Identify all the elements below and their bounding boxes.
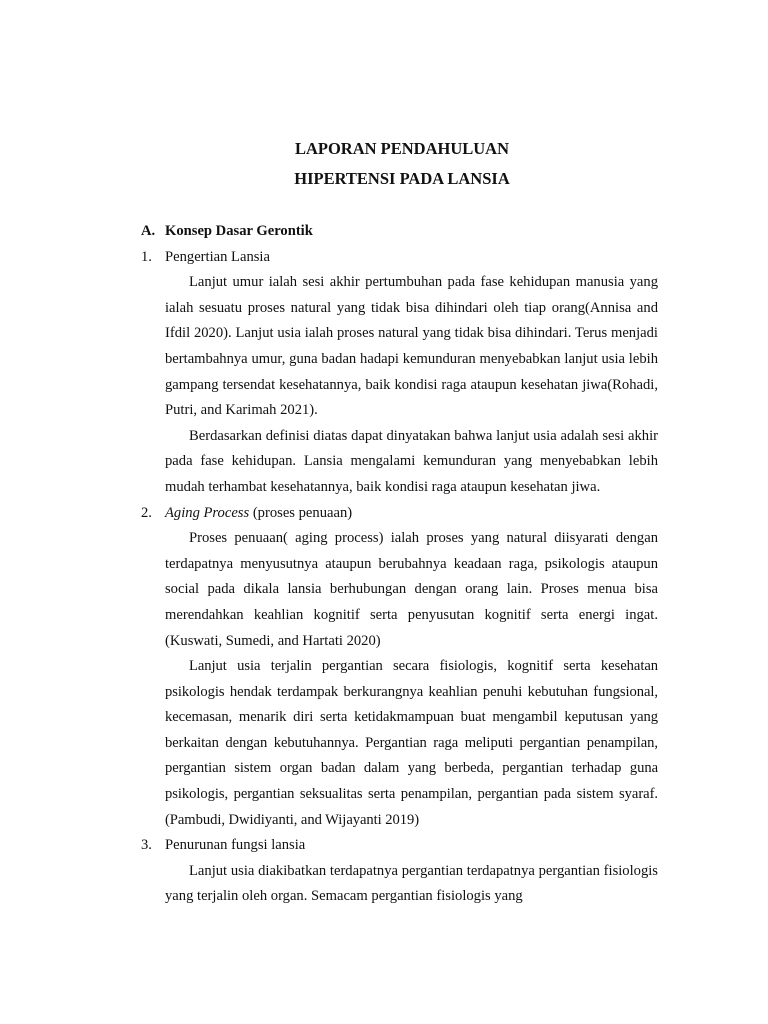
- paragraph: Proses penuaan( aging process) ialah proses yang natural diisyarati dengan terdapatnya menyusutnya ataupun berubahnya keadaan raga, psikologis ataupun social pada dikala lansia berhubungan dengan orang lain. Proses menua bisa merendahkan keahlian kognitif serta penyusutan kognitif serta energi ingat.(Kuswati, Sumedi, and Hartati 2020): [165, 530, 658, 649]
- item-marker: 3.: [141, 837, 152, 854]
- item-heading-text: Pengertian Lansia: [165, 248, 270, 265]
- item-heading-1: [141, 245, 658, 271]
- section-marker: A.: [141, 223, 156, 239]
- document-title-line-2: HIPERTENSI PADA LANSIA: [294, 169, 510, 188]
- document-body: [141, 219, 658, 910]
- paragraph: Lanjut umur ialah sesi akhir pertumbuhan pada fase kehidupan manusia yang ialah sesuatu proses natural yang tidak bisa dihindari oleh tiap orang(Annisa and Ifdil 2020). Lanjut usia ialah proses natural yang tidak bisa dihindari. Terus menjadi bertambahnya umur, guna badan hadapi kemunduran menyebabkan lanjut usia lebih gampang tersendat kesehatannya, baik kondisi raga ataupun kesehatan jiwa(Rohadi, Putri, and Karimah 2021).: [165, 274, 658, 419]
- item-heading-rest: (proses penuaan): [249, 504, 353, 521]
- item-heading-text: [165, 501, 658, 527]
- paragraph: Lanjut usia terjalin pergantian secara fisiologis, kognitif serta kesehatan psikologis hendak terdampak berkurangnya keahlian penuhi kebutuhan fungsional, kecemasan, menarik diri serta ketidakmampuan buat mengambil keputusan yang berkaitan dengan kebutuhannya. Pergantian raga meliputi pergantian penampilan, pergantian sistem organ badan dalam yang berbeda, pergantian terhadap guna psikologis, pergantian seksualitas serta penampilan, pergantian pada sistem syaraf. (Pambudi, Dwidiyanti, and Wijayanti 2019): [165, 658, 658, 828]
- item-heading-italic: Aging Process: [165, 504, 250, 521]
- item-heading-text: Penurunan fungsi lansia: [165, 837, 306, 854]
- item-marker: 1.: [141, 248, 152, 265]
- paragraph: Berdasarkan definisi diatas dapat dinyatakan bahwa lanjut usia adalah sesi akhir pada fase kehidupan. Lansia mengalami kemunduran yang menyebabkan lebih mudah terhambat kesehatannya, baik kondisi raga ataupun kesehatan jiwa.: [165, 427, 658, 495]
- item-heading-2: [141, 501, 658, 527]
- document-title-line-1: LAPORAN PENDAHULUAN: [294, 139, 510, 158]
- section-heading-text: Konsep Dasar Gerontik: [165, 223, 313, 239]
- item-marker: 2.: [141, 504, 152, 521]
- item-heading-3: [141, 833, 658, 859]
- paragraph: Lanjut usia diakibatkan terdapatnya pergantian terdapatnya pergantian fisiologis yang terjalin oleh organ. Semacam pergantian fisiologis yang: [165, 862, 658, 905]
- section-heading-a: [141, 219, 658, 245]
